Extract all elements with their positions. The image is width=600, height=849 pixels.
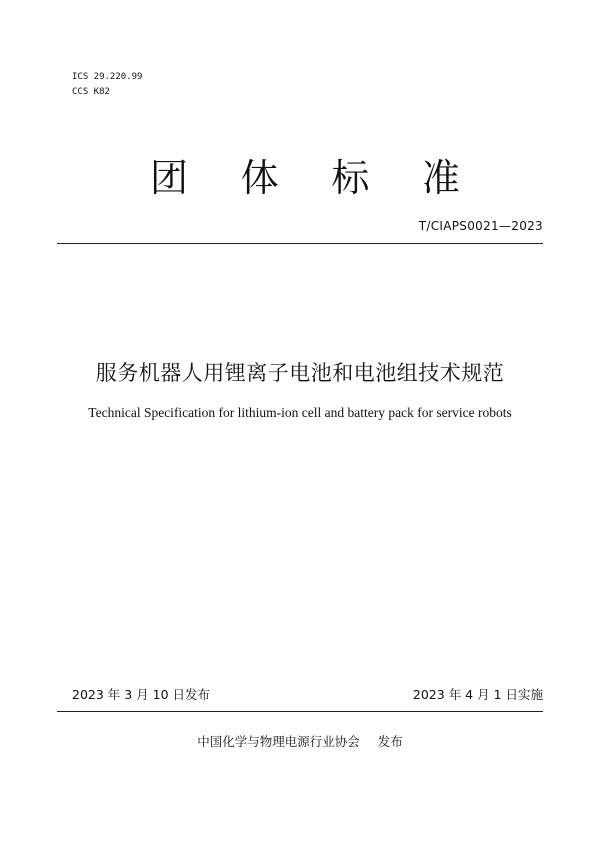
standard-number: T/CIAPS0021—2023 — [418, 219, 543, 233]
ics-code: ICS 29.220.99 — [72, 72, 143, 82]
implementation-date: 2023 年 4 月 1 日实施 — [412, 687, 543, 702]
title-char: 准 — [421, 156, 460, 200]
issuer-name: 中国化学与物理电源行业协会 — [197, 734, 360, 749]
document-title-chinese: 服务机器人用锂离子电池和电池组技术规范 — [95, 361, 505, 385]
title-char: 标 — [331, 156, 370, 200]
issue-date: 2023 年 3 月 10 日发布 — [72, 687, 211, 702]
issuer-action: 发布 — [377, 734, 403, 749]
title-char: 体 — [240, 156, 279, 200]
document-type-title — [150, 152, 460, 204]
top-divider — [57, 243, 543, 244]
document-title-english: Technical Specification for lithium-ion cell and battery pack for service robots — [88, 405, 512, 420]
ccs-code: CCS K82 — [72, 87, 110, 97]
bottom-divider — [57, 711, 543, 712]
title-char: 团 — [150, 156, 189, 200]
issuer-line — [0, 733, 600, 751]
